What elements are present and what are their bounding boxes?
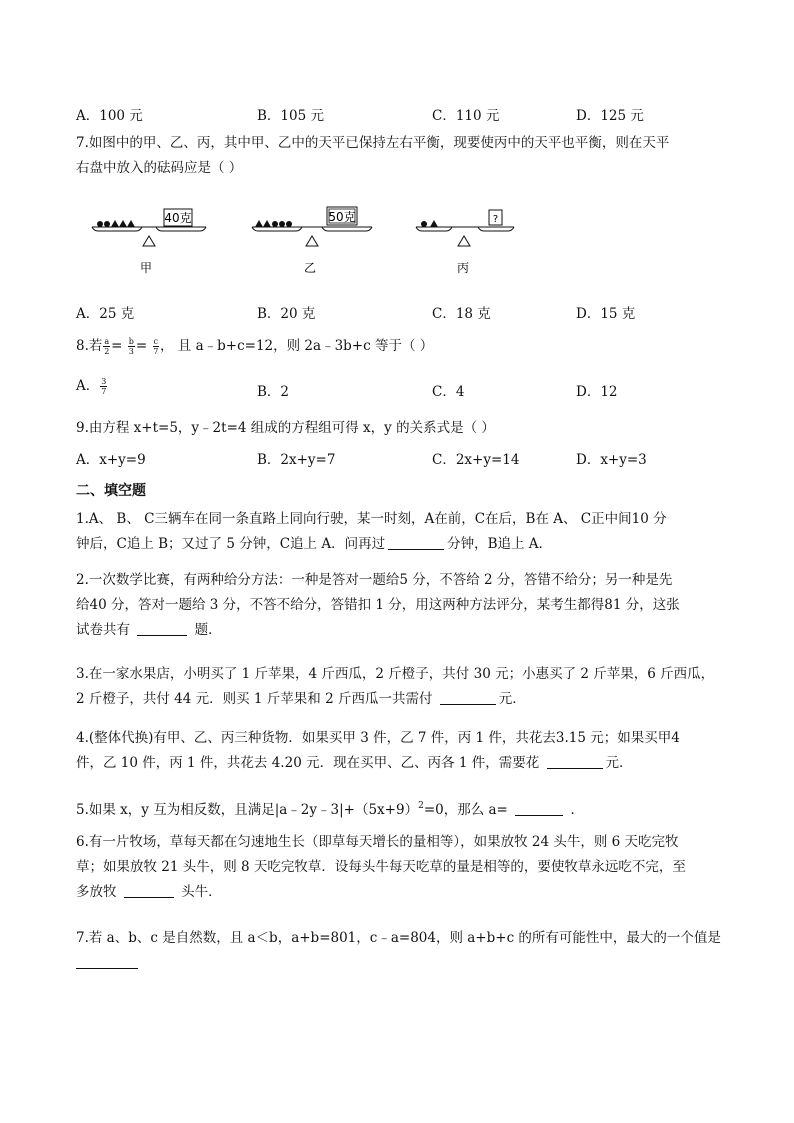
scale-jia-label: 甲 — [139, 261, 153, 275]
q8-option-c: C．4 — [432, 384, 465, 400]
q6-option-d: D．125 元 — [576, 108, 644, 124]
scale-bing-weight: ? — [492, 214, 499, 225]
q9-option-c: C．2x+y=14 — [432, 452, 520, 468]
fill-question-3: 3.在一家水果店，小明买了 1 斤苹果，4 斤西瓜，2 斤橙子，共付 30 元；小惠买了 2 斤苹果，6 斤西瓜， 2 斤橙子，共付 44 元．则买 1 斤苹果和 2 斤西瓜一共需付 元． — [76, 666, 715, 707]
answer-blank[interactable] — [515, 801, 563, 816]
answer-blank[interactable] — [124, 883, 174, 898]
q8-stem: 8.若 $\frac{a}{2}$ = $\frac{b}{3}$ = $\frac{c}{7}$ ， 且 a﹣b+c=12，则 2a﹣3b+c 等于（ ） — [76, 337, 434, 356]
fill-question-2: 2.一次数学比赛，有两种给分方法：一种是答对一题给5 分，不答给 2 分，答错不给分；另一种是先 给40 分，答对一题给 3 分，不答不给分，答错扣 1 分，用这两种方法评分，某考生都得81 分，这张 试卷共有 题． — [76, 572, 680, 638]
scale-jia-weight: 40克 — [164, 211, 192, 225]
fill-question-7: 7.若 a、b、c 是自然数，且 a＜b，a+b=801，c﹣a=804，则 a+b+c 的所有可能性中，最大的一个值是 — [76, 926, 724, 976]
q7-option-d: D．15 克 — [576, 306, 636, 322]
answer-blank[interactable] — [76, 954, 138, 969]
q7-option-a: A．25 克 — [76, 306, 135, 322]
q7-line1: 7.如图中的甲、乙、丙，其中甲、乙中的天平已保持左右平衡，现要使丙中的天平也平衡，则在天平 — [76, 135, 670, 151]
q8-fraction-c: $\frac{c}{7}$ — [153, 337, 159, 356]
q8-option-b: B．2 — [257, 384, 290, 400]
scale-yi-label: 乙 — [303, 261, 317, 275]
q7-option-b: B．20 克 — [257, 306, 316, 322]
q8-fraction-a: $\frac{a}{2}$ — [104, 337, 110, 356]
q6-option-c: C．110 元 — [432, 108, 500, 124]
q7-stem — [76, 131, 724, 181]
scale-bing-label: 丙 — [456, 261, 470, 275]
answer-blank[interactable] — [137, 621, 187, 636]
q9-option-d: D．x+y=3 — [576, 452, 647, 468]
scale-yi — [252, 207, 372, 275]
scale-bing — [416, 210, 514, 275]
fill-question-4: 4.(整体代换)有甲、乙、丙三种货物．如果买甲 3 件，乙 7 件，丙 1 件，共花去3.15 元；如果买甲4 件，乙 10 件，丙 1 件，共花去 4.20 元．现在买甲、乙、丙各 1 件，需要花 元． — [76, 730, 680, 771]
answer-blank[interactable] — [388, 535, 444, 550]
q6-option-a: A．100 元 — [76, 108, 143, 124]
q8-option-a: A． $\frac{3}{7}$ — [76, 377, 107, 396]
fill-question-6: 6.有一片牧场，草每天都在匀速地生长（即草每天增长的量相等），如果放牧 24 头牛，则 6 天吃完牧 草；如果放牧 21 头牛，则 8 天吃完牧草．设每头牛每天吃草的量是相等的，要使牧草永远吃不完，至 多放牧 头牛． — [76, 834, 686, 900]
section-heading: 二、填空题 — [76, 483, 146, 499]
balance-scales-figure — [86, 200, 526, 282]
answer-blank[interactable] — [440, 690, 496, 705]
q6-option-b: B．105 元 — [257, 108, 324, 124]
q9-option-a: A．x+y=9 — [76, 452, 146, 468]
fill-question-5: 5.如果 x，y 互为相反数，且满足$|a﹣2y﹣3|+(5x+9)^2=0$，那么 a= ． — [76, 801, 584, 818]
q8-option-d: D．12 — [576, 384, 618, 400]
fill-question-1: 1.A、 B、 C三辆车在同一条直路上同向行驶，某一时刻，A在前，C在后，B在 A、 C正中间10 分 钟后，C追上 B；又过了 5 分钟，C追上 A．问再过 分钟，B追上 A． — [76, 511, 667, 552]
q7-line2: 右盘中放入的砝码应是（ ） — [76, 160, 243, 176]
q9-option-b: B．2x+y=7 — [257, 452, 336, 468]
scale-jia — [92, 209, 206, 275]
answer-blank[interactable] — [547, 754, 603, 769]
q8-fraction-b: $\frac{b}{3}$ — [128, 337, 134, 356]
scale-yi-weight: 50克 — [328, 210, 356, 224]
q9-stem: 9.由方程 x+t=5，y﹣2t=4 组成的方程组可得 x，y 的关系式是（ ） — [76, 420, 495, 436]
q7-option-c: C．18 克 — [432, 306, 491, 322]
